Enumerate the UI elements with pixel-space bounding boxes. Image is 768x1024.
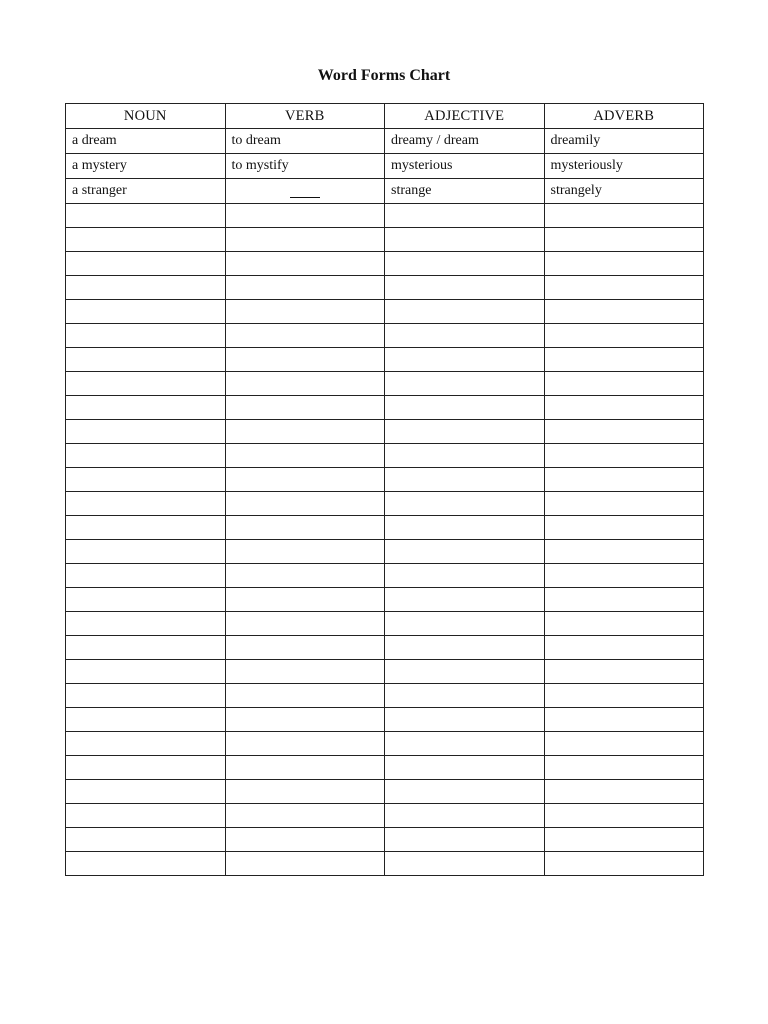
empty-adjective-cell	[385, 276, 545, 300]
empty-noun-cell	[66, 492, 226, 516]
empty-verb-cell	[225, 828, 385, 852]
empty-row	[66, 444, 704, 468]
empty-verb-cell	[225, 324, 385, 348]
empty-noun-cell	[66, 252, 226, 276]
empty-verb-cell	[225, 804, 385, 828]
empty-verb-cell	[225, 492, 385, 516]
header-adjective: ADJECTIVE	[385, 104, 545, 129]
empty-verb-cell	[225, 636, 385, 660]
empty-noun-cell	[66, 420, 226, 444]
empty-verb-cell	[225, 372, 385, 396]
empty-row	[66, 684, 704, 708]
empty-adverb-cell	[544, 252, 704, 276]
empty-adjective-cell	[385, 732, 545, 756]
table-row	[66, 179, 704, 204]
empty-noun-cell	[66, 612, 226, 636]
empty-adjective-cell	[385, 492, 545, 516]
empty-verb-cell	[225, 708, 385, 732]
empty-row	[66, 324, 704, 348]
empty-verb-cell	[225, 516, 385, 540]
verb-cell-blank	[225, 179, 385, 204]
empty-adverb-cell	[544, 468, 704, 492]
empty-adverb-cell	[544, 300, 704, 324]
empty-noun-cell	[66, 348, 226, 372]
empty-noun-cell	[66, 372, 226, 396]
noun-cell: a dream	[66, 129, 226, 154]
empty-adjective-cell	[385, 444, 545, 468]
empty-adjective-cell	[385, 516, 545, 540]
empty-row	[66, 228, 704, 252]
empty-row	[66, 732, 704, 756]
empty-noun-cell	[66, 468, 226, 492]
empty-adverb-cell	[544, 204, 704, 228]
empty-noun-cell	[66, 564, 226, 588]
fill-in-blank-line	[290, 183, 320, 198]
empty-row	[66, 372, 704, 396]
empty-adjective-cell	[385, 612, 545, 636]
empty-adverb-cell	[544, 348, 704, 372]
empty-noun-cell	[66, 636, 226, 660]
empty-adjective-cell	[385, 684, 545, 708]
empty-verb-cell	[225, 276, 385, 300]
empty-verb-cell	[225, 420, 385, 444]
empty-adverb-cell	[544, 372, 704, 396]
empty-verb-cell	[225, 468, 385, 492]
adverb-cell: mysteriously	[544, 154, 704, 179]
empty-row	[66, 204, 704, 228]
empty-verb-cell	[225, 348, 385, 372]
empty-adjective-cell	[385, 708, 545, 732]
adverb-cell: strangely	[544, 179, 704, 204]
empty-noun-cell	[66, 852, 226, 876]
empty-row	[66, 660, 704, 684]
empty-row	[66, 804, 704, 828]
empty-adverb-cell	[544, 444, 704, 468]
empty-noun-cell	[66, 396, 226, 420]
empty-row	[66, 780, 704, 804]
empty-adverb-cell	[544, 564, 704, 588]
empty-row	[66, 468, 704, 492]
empty-noun-cell	[66, 540, 226, 564]
empty-verb-cell	[225, 444, 385, 468]
header-adverb: ADVERB	[544, 104, 704, 129]
empty-adverb-cell	[544, 732, 704, 756]
adverb-cell: dreamily	[544, 129, 704, 154]
noun-cell: a stranger	[66, 179, 226, 204]
header-verb: VERB	[225, 104, 385, 129]
empty-noun-cell	[66, 228, 226, 252]
empty-row	[66, 636, 704, 660]
empty-adjective-cell	[385, 204, 545, 228]
empty-verb-cell	[225, 852, 385, 876]
empty-noun-cell	[66, 276, 226, 300]
empty-row	[66, 300, 704, 324]
empty-adverb-cell	[544, 228, 704, 252]
empty-row	[66, 828, 704, 852]
empty-row	[66, 708, 704, 732]
empty-noun-cell	[66, 300, 226, 324]
empty-noun-cell	[66, 204, 226, 228]
empty-adverb-cell	[544, 324, 704, 348]
empty-verb-cell	[225, 684, 385, 708]
header-noun: NOUN	[66, 104, 226, 129]
empty-verb-cell	[225, 756, 385, 780]
empty-adverb-cell	[544, 588, 704, 612]
adjective-cell: dreamy / dream	[385, 129, 545, 154]
empty-noun-cell	[66, 828, 226, 852]
empty-verb-cell	[225, 612, 385, 636]
table-row	[66, 129, 704, 154]
empty-verb-cell	[225, 204, 385, 228]
empty-adjective-cell	[385, 756, 545, 780]
adjective-cell: mysterious	[385, 154, 545, 179]
empty-adverb-cell	[544, 492, 704, 516]
empty-noun-cell	[66, 684, 226, 708]
header-row	[66, 104, 704, 129]
empty-adjective-cell	[385, 300, 545, 324]
empty-adjective-cell	[385, 372, 545, 396]
empty-adverb-cell	[544, 780, 704, 804]
empty-row	[66, 516, 704, 540]
empty-verb-cell	[225, 660, 385, 684]
empty-adjective-cell	[385, 420, 545, 444]
empty-adverb-cell	[544, 708, 704, 732]
page-title: Word Forms Chart	[317, 67, 451, 84]
empty-noun-cell	[66, 516, 226, 540]
empty-adjective-cell	[385, 228, 545, 252]
empty-adverb-cell	[544, 828, 704, 852]
empty-verb-cell	[225, 396, 385, 420]
table-row	[66, 154, 704, 179]
noun-cell: a mystery	[66, 154, 226, 179]
empty-adjective-cell	[385, 852, 545, 876]
empty-adverb-cell	[544, 756, 704, 780]
empty-noun-cell	[66, 588, 226, 612]
empty-noun-cell	[66, 780, 226, 804]
empty-row	[66, 252, 704, 276]
empty-adjective-cell	[385, 660, 545, 684]
empty-verb-cell	[225, 732, 385, 756]
empty-noun-cell	[66, 444, 226, 468]
empty-row	[66, 396, 704, 420]
empty-adverb-cell	[544, 420, 704, 444]
empty-verb-cell	[225, 564, 385, 588]
empty-adverb-cell	[544, 540, 704, 564]
empty-verb-cell	[225, 588, 385, 612]
empty-adjective-cell	[385, 636, 545, 660]
empty-adverb-cell	[544, 516, 704, 540]
word-forms-table	[65, 103, 704, 876]
empty-verb-cell	[225, 252, 385, 276]
verb-cell: to dream	[225, 129, 385, 154]
empty-row	[66, 420, 704, 444]
adjective-cell: strange	[385, 179, 545, 204]
empty-row	[66, 852, 704, 876]
empty-adjective-cell	[385, 396, 545, 420]
empty-adjective-cell	[385, 780, 545, 804]
empty-noun-cell	[66, 660, 226, 684]
verb-cell: to mystify	[225, 154, 385, 179]
empty-adverb-cell	[544, 276, 704, 300]
empty-row	[66, 588, 704, 612]
empty-noun-cell	[66, 756, 226, 780]
empty-row	[66, 276, 704, 300]
empty-adverb-cell	[544, 636, 704, 660]
empty-verb-cell	[225, 540, 385, 564]
empty-adjective-cell	[385, 588, 545, 612]
empty-noun-cell	[66, 732, 226, 756]
empty-row	[66, 756, 704, 780]
empty-adjective-cell	[385, 564, 545, 588]
empty-row	[66, 612, 704, 636]
empty-adverb-cell	[544, 660, 704, 684]
empty-noun-cell	[66, 324, 226, 348]
empty-row	[66, 348, 704, 372]
empty-adverb-cell	[544, 804, 704, 828]
empty-adverb-cell	[544, 396, 704, 420]
empty-row	[66, 492, 704, 516]
empty-noun-cell	[66, 804, 226, 828]
empty-adjective-cell	[385, 252, 545, 276]
empty-adjective-cell	[385, 468, 545, 492]
empty-adjective-cell	[385, 828, 545, 852]
empty-adverb-cell	[544, 612, 704, 636]
empty-adjective-cell	[385, 348, 545, 372]
empty-adjective-cell	[385, 324, 545, 348]
empty-verb-cell	[225, 780, 385, 804]
empty-adverb-cell	[544, 684, 704, 708]
empty-verb-cell	[225, 300, 385, 324]
empty-adjective-cell	[385, 804, 545, 828]
empty-row	[66, 540, 704, 564]
empty-row	[66, 564, 704, 588]
empty-adverb-cell	[544, 852, 704, 876]
empty-noun-cell	[66, 708, 226, 732]
empty-adjective-cell	[385, 540, 545, 564]
empty-verb-cell	[225, 228, 385, 252]
